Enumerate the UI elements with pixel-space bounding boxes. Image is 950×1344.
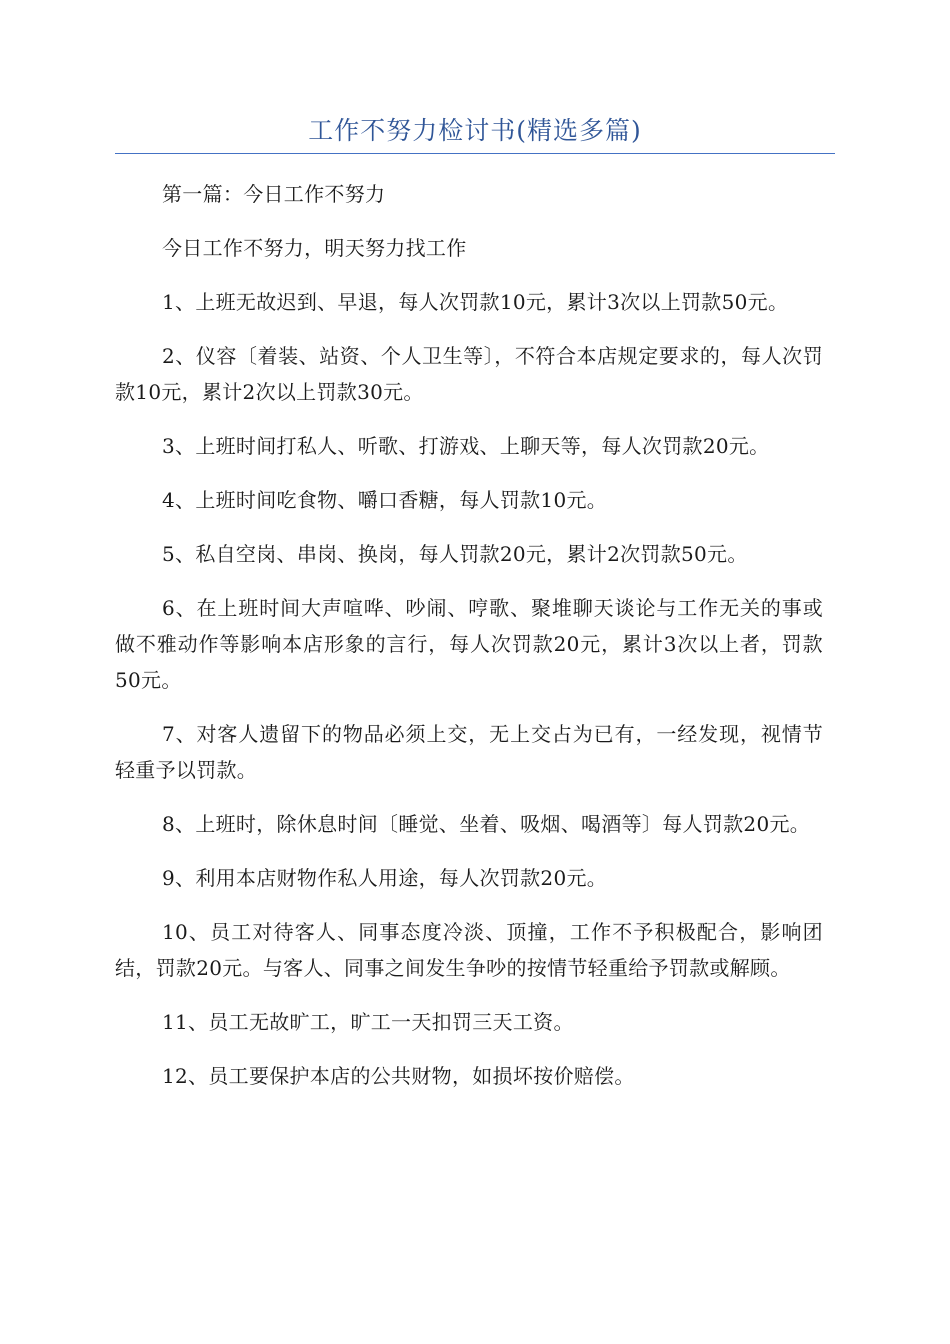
rule-item-2: 2、仪容〔着装、站资、个人卫生等〕，不符合本店规定要求的，每人次罚款10元，累计2次以上罚款30元。 [115, 344, 823, 404]
rule-item-3: 3、上班时间打私人、听歌、打游戏、上聊天等，每人次罚款20元。 [162, 434, 770, 458]
rule-item-1: 1、上班无故迟到、早退，每人次罚款10元，累计3次以上罚款50元。 [162, 290, 789, 314]
rule-item-11: 11、员工无故旷工，旷工一天扣罚三天工资。 [162, 1010, 574, 1034]
rule-item-5: 5、私自空岗、串岗、换岗，每人罚款20元，累计2次罚款50元。 [162, 542, 748, 566]
page-title: 工作不努力检讨书(精选多篇) [308, 116, 642, 145]
rule-item-10: 10、员工对待客人、同事态度冷淡、顶撞，工作不予积极配合，影响团结，罚款20元。与客人、同事之间发生争吵的按情节轻重给予罚款或解顾。 [115, 920, 823, 980]
section-heading: 第一篇：今日工作不努力 [162, 182, 386, 206]
rule-item-8: 8、上班时，除休息时间〔睡觉、坐着、吸烟、喝酒等〕每人罚款20元。 [162, 812, 811, 836]
paragraph: 今日工作不努力，明天努力找工作 [162, 236, 467, 260]
document-body [115, 176, 823, 1112]
rule-item-4: 4、上班时间吃食物、嚼口香糖，每人罚款10元。 [162, 488, 608, 512]
title-underline [115, 153, 835, 154]
rule-item-9: 9、利用本店财物作私人用途，每人次罚款20元。 [162, 866, 608, 890]
rule-item-6: 6、在上班时间大声喧哗、吵闹、哼歌、聚堆聊天谈论与工作无关的事或做不雅动作等影响本店形象的言行，每人次罚款20元，累计3次以上者，罚款50元。 [115, 596, 823, 692]
rule-item-12: 12、员工要保护本店的公共财物，如损坏按价赔偿。 [162, 1064, 635, 1088]
rule-item-7: 7、对客人遗留下的物品必须上交，无上交占为已有，一经发现，视情节轻重予以罚款。 [115, 722, 823, 782]
